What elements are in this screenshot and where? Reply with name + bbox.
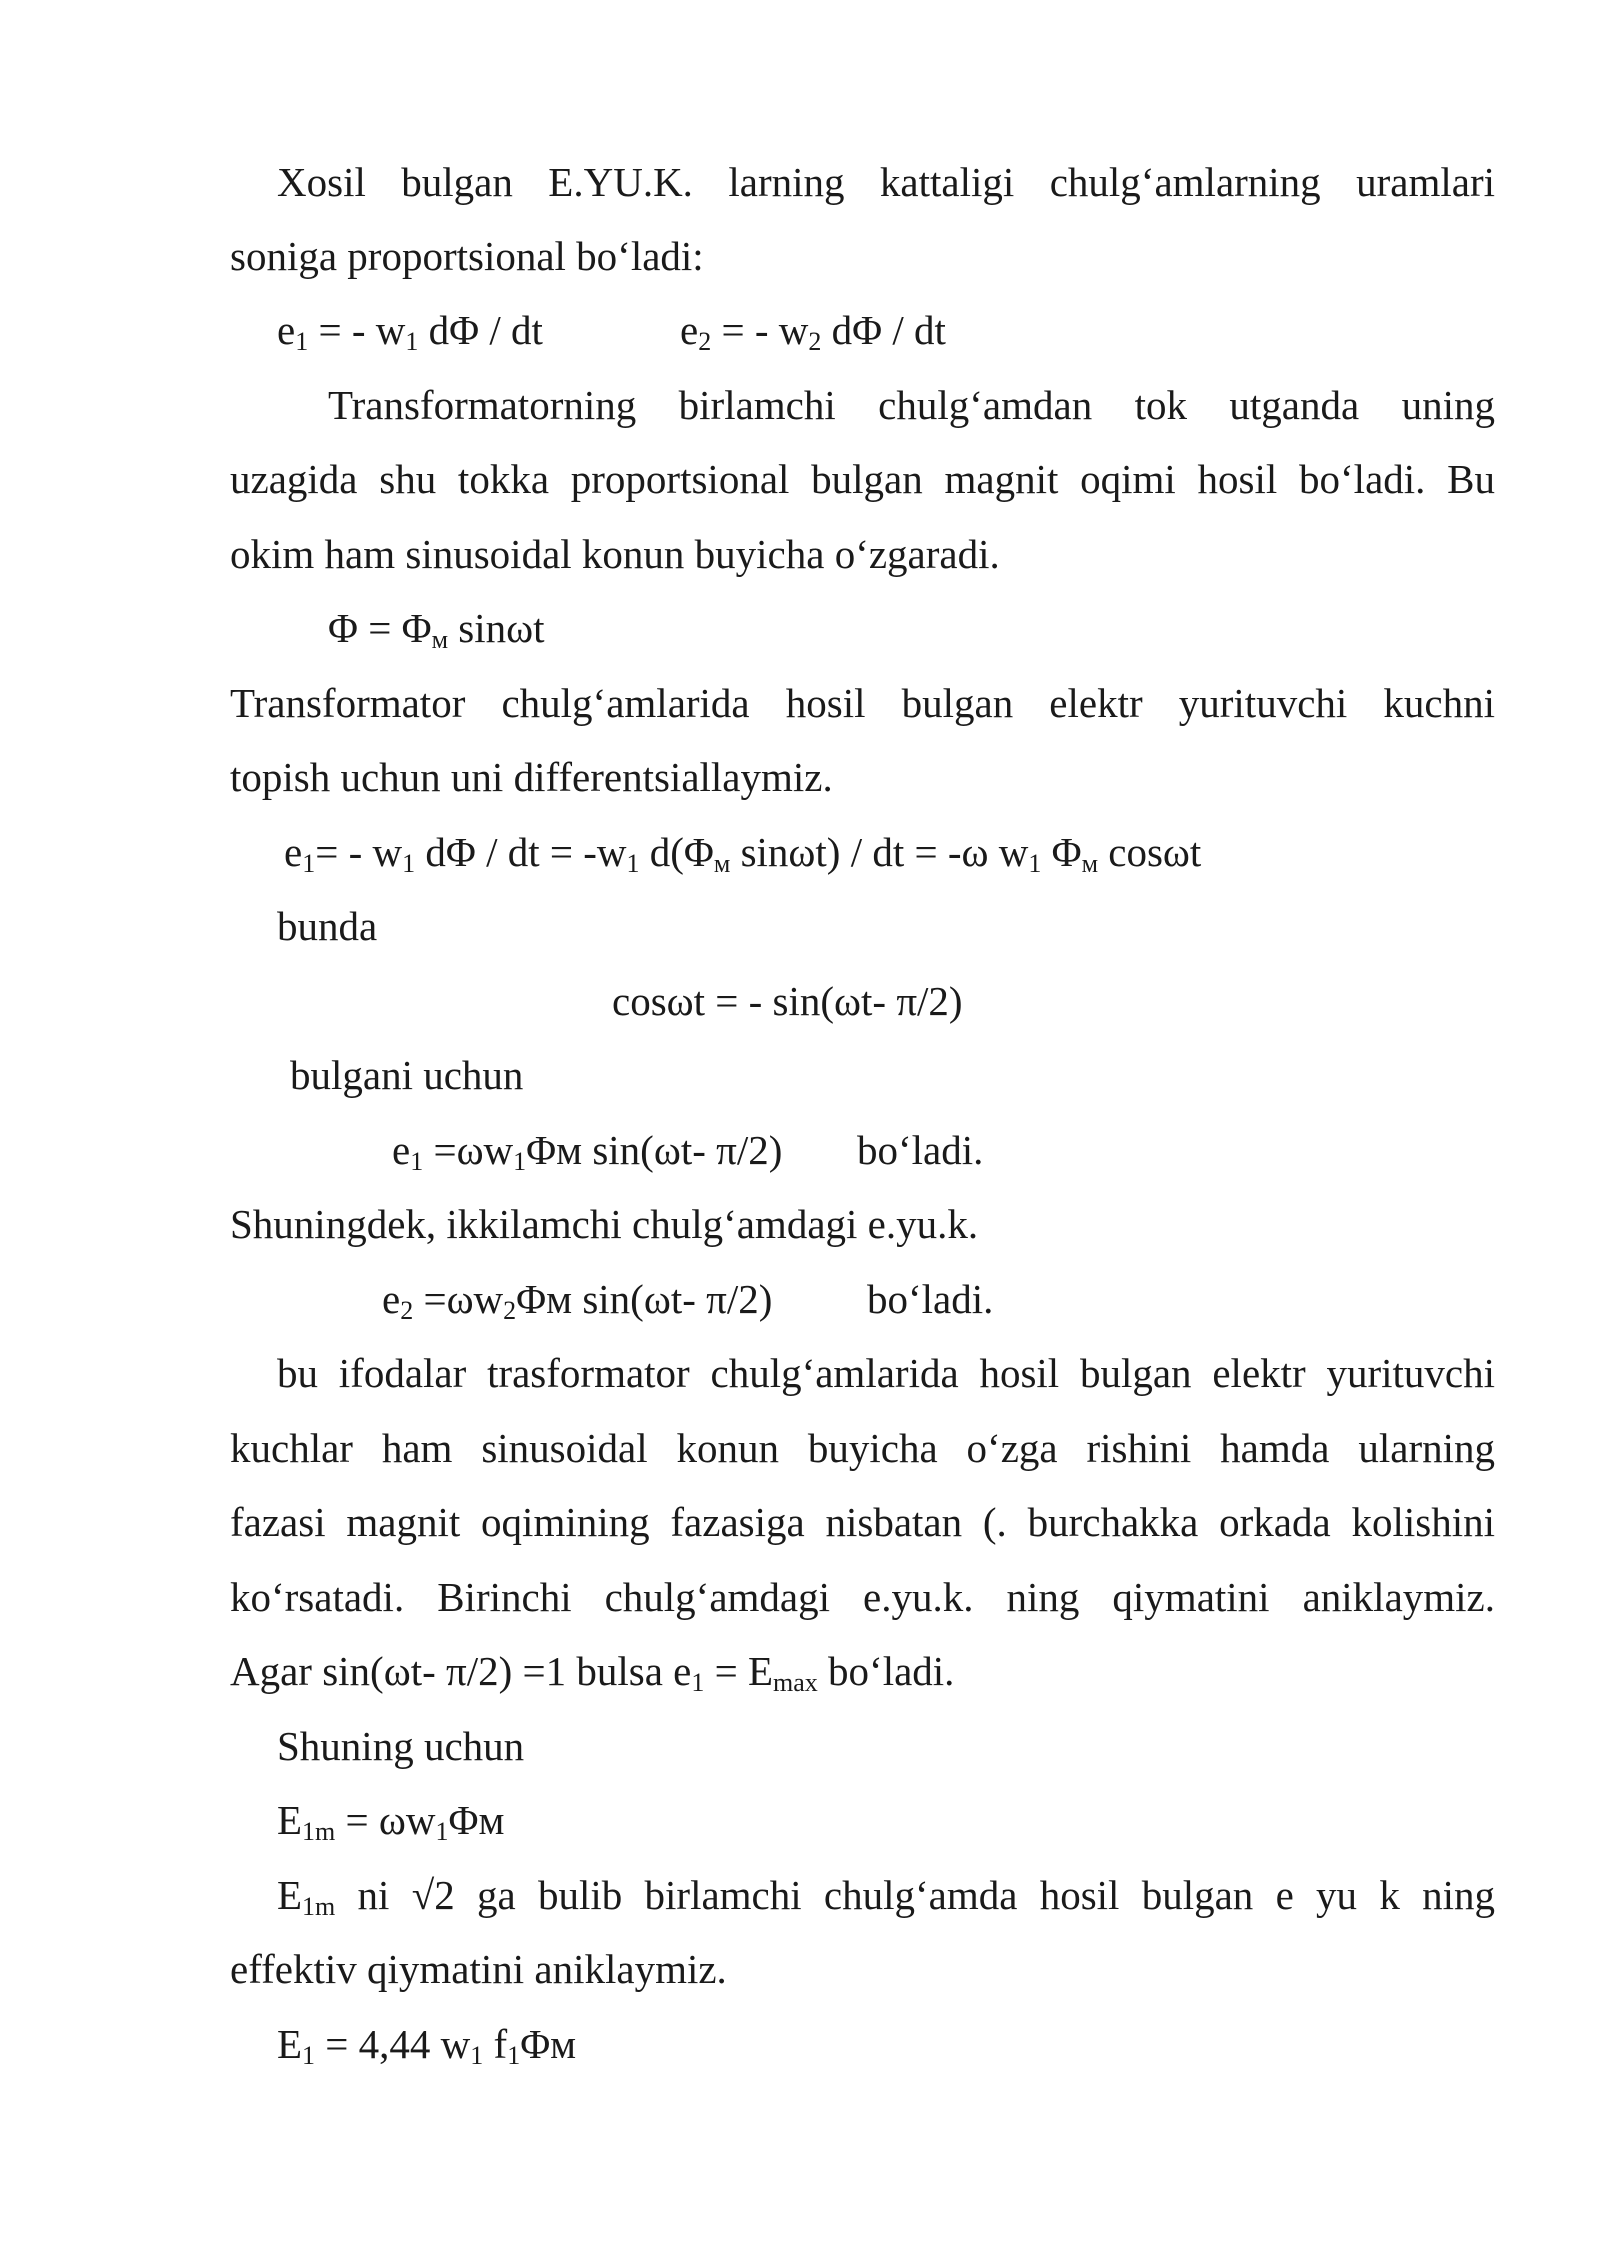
paragraph-line: Transformator chulg‘amlarida hosil bulgan elektr yurituvchi kuchni: [230, 680, 1495, 726]
paragraph-line: bulgani uchun: [290, 1052, 524, 1098]
paragraph-line: effektiv qiymatini aniklaymiz.: [230, 1946, 727, 1992]
paragraph-line: uzagida shu tokka proportsional bulgan magnit oqimi hosil bo‘ladi. Bu: [230, 456, 1495, 502]
paragraph-line: topish uchun uni differentsiallaymiz.: [230, 754, 833, 800]
paragraph-line: kuchlar ham sinusoidal konun buyicha o‘zga rishini hamda ularning: [230, 1425, 1495, 1471]
equation-e1-sin: $e_1 =\omega w_1\Phi м$ sin(ωt- π/2): [392, 1127, 783, 1176]
equation-e1m: $E_{1m} = \omega w_1\Phi м$: [277, 1797, 505, 1846]
paragraph-line: bu ifodalar trasformator chulg‘amlarida hosil bulgan elektr yurituvchi: [277, 1350, 1495, 1396]
paragraph-line: soniga proportsional bo‘ladi:: [230, 233, 704, 279]
paragraph-line: ko‘rsatadi. Birinchi chulg‘amdagi e.yu.k. ning qiymatini aniklaymiz.: [230, 1574, 1495, 1620]
paragraph-line: bo‘ladi.: [867, 1276, 994, 1322]
paragraph-line: bunda: [277, 903, 378, 949]
paragraph-line: Transformatorning birlamchi chulg‘amdan tok utganda uning: [328, 382, 1495, 428]
paragraph-line: bo‘ladi.: [857, 1127, 984, 1173]
paragraph-line: fazasi magnit oqimining fazasiga nisbatan (. burchakka orkada kolishini: [230, 1499, 1495, 1545]
paragraph-line: Agar sin(ωt- π/2) =1 bulsa $e_1 = E_{max}$ bo‘ladi.: [230, 1648, 955, 1697]
equation-differentiation: $e_1= - w_1$ dΦ / dt = $-w_1$ $d(\Phi_м$ sinωt) / dt = -ω $w_1$ $\Phi_м$ cosωt: [284, 829, 1202, 878]
equation-e2: $e_2$ = - $w_2$ dΦ / dt: [680, 307, 946, 356]
equation-flux: $\Phi = \Phi_м$ sinωt: [328, 605, 545, 654]
equation-e1-effective: $E_1 = 4,44$ $w_1$ $f_1\Phi м$: [277, 2021, 577, 2070]
paragraph-line: Shuning uchun: [277, 1723, 525, 1769]
equation-e2-sin: $e_2 =\omega w_2\Phi м$ sin(ωt- π/2): [382, 1276, 773, 1325]
paragraph-line: $E_{1m}$ ni √2 ga bulib birlamchi chulg‘amda hosil bulgan e yu k ning: [277, 1872, 1495, 1921]
paragraph-line: Xosil bulgan E.YU.K. larning kattaligi chulg‘amlarning uramlari: [277, 159, 1495, 205]
equation-e1: $e_1$ = - $w_1$ dΦ / dt: [277, 307, 543, 356]
paragraph-line: okim ham sinusoidal konun buyicha o‘zgaradi.: [230, 531, 1000, 577]
equation-cos: cosωt = - sin(ωt- π/2): [612, 978, 963, 1024]
paragraph-line: Shuningdek, ikkilamchi chulg‘amdagi e.yu.k.: [230, 1201, 979, 1247]
